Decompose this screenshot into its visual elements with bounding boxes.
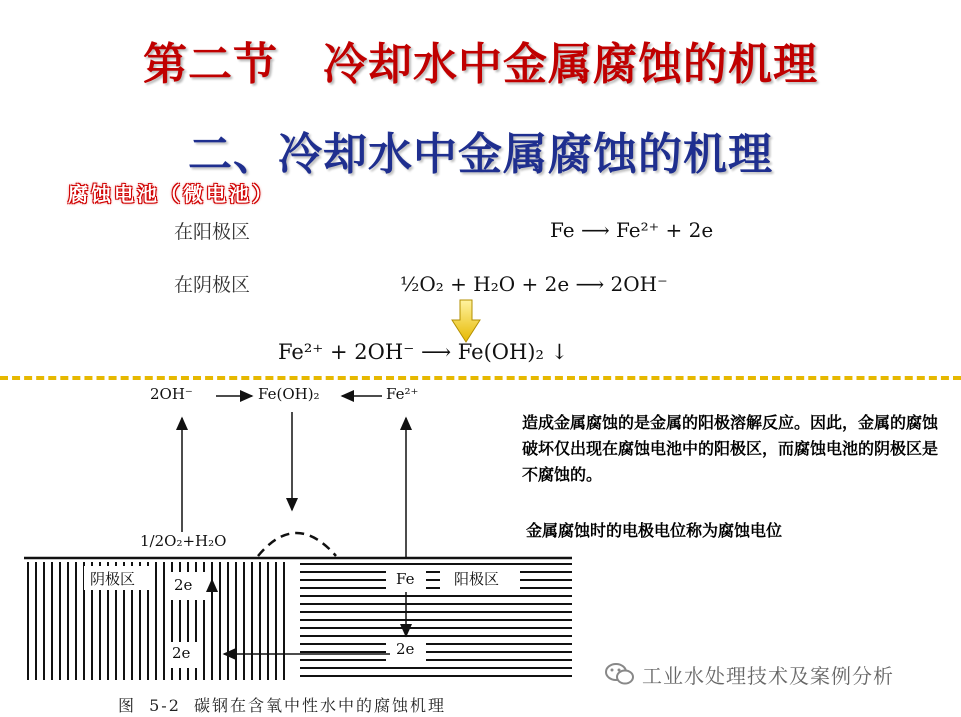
- label-2e-lower: 2e: [172, 644, 191, 662]
- caption-prefix: 图: [118, 696, 137, 715]
- label-2e-upper: 2e: [174, 576, 193, 594]
- caption-number: 5-2: [149, 696, 181, 715]
- label-feoh2: Fe(OH)₂: [258, 385, 320, 403]
- corrosion-diagram: [20, 382, 580, 692]
- watermark-text: 工业水处理技术及案例分析: [642, 664, 894, 688]
- cathode-label: 在阴极区: [174, 274, 251, 296]
- caption-text: 碳钢在含氧中性水中的腐蚀机理: [193, 696, 446, 715]
- slide-title: 第二节 冷却水中金属腐蚀的机理: [143, 39, 818, 90]
- label-o2-h2o: 1/2O₂+H₂O: [140, 532, 227, 550]
- corrosion-potential-note: 金属腐蚀时的电极电位称为腐蚀电位: [526, 521, 783, 540]
- wechat-icon: [604, 660, 636, 688]
- cathode-equation: ½O₂ + H₂O + 2e ⟶ 2OH⁻: [400, 272, 668, 296]
- figure-caption: [118, 693, 446, 716]
- explanation-paragraph: 造成金属腐蚀的是金属的阳极溶解反应。因此，金属的腐蚀破坏仅出现在腐蚀电池中的阳极区，而腐蚀电池的阴极区是不腐蚀的。: [522, 413, 939, 484]
- label-2e-right: 2e: [396, 640, 415, 658]
- label-fe2plus: Fe²⁺: [386, 385, 419, 403]
- label-fe: Fe: [396, 570, 415, 588]
- anode-equation: Fe ⟶ Fe²⁺ + 2e: [550, 218, 714, 242]
- label-cathode-region: 阴极区: [90, 570, 136, 588]
- label-anode-region: 阳极区: [454, 570, 500, 588]
- dashed-divider: [0, 376, 961, 380]
- slide-subtitle: 二、冷却水中金属腐蚀的机理: [188, 129, 773, 180]
- down-arrow-icon: [450, 298, 482, 344]
- combined-equation: Fe²⁺ + 2OH⁻ ⟶ Fe(OH)₂ ↓: [278, 340, 569, 364]
- section-tag: 腐蚀电池（微电池）: [68, 182, 275, 206]
- anode-label: 在阳极区: [174, 221, 251, 243]
- label-2oh: 2OH⁻: [150, 385, 193, 403]
